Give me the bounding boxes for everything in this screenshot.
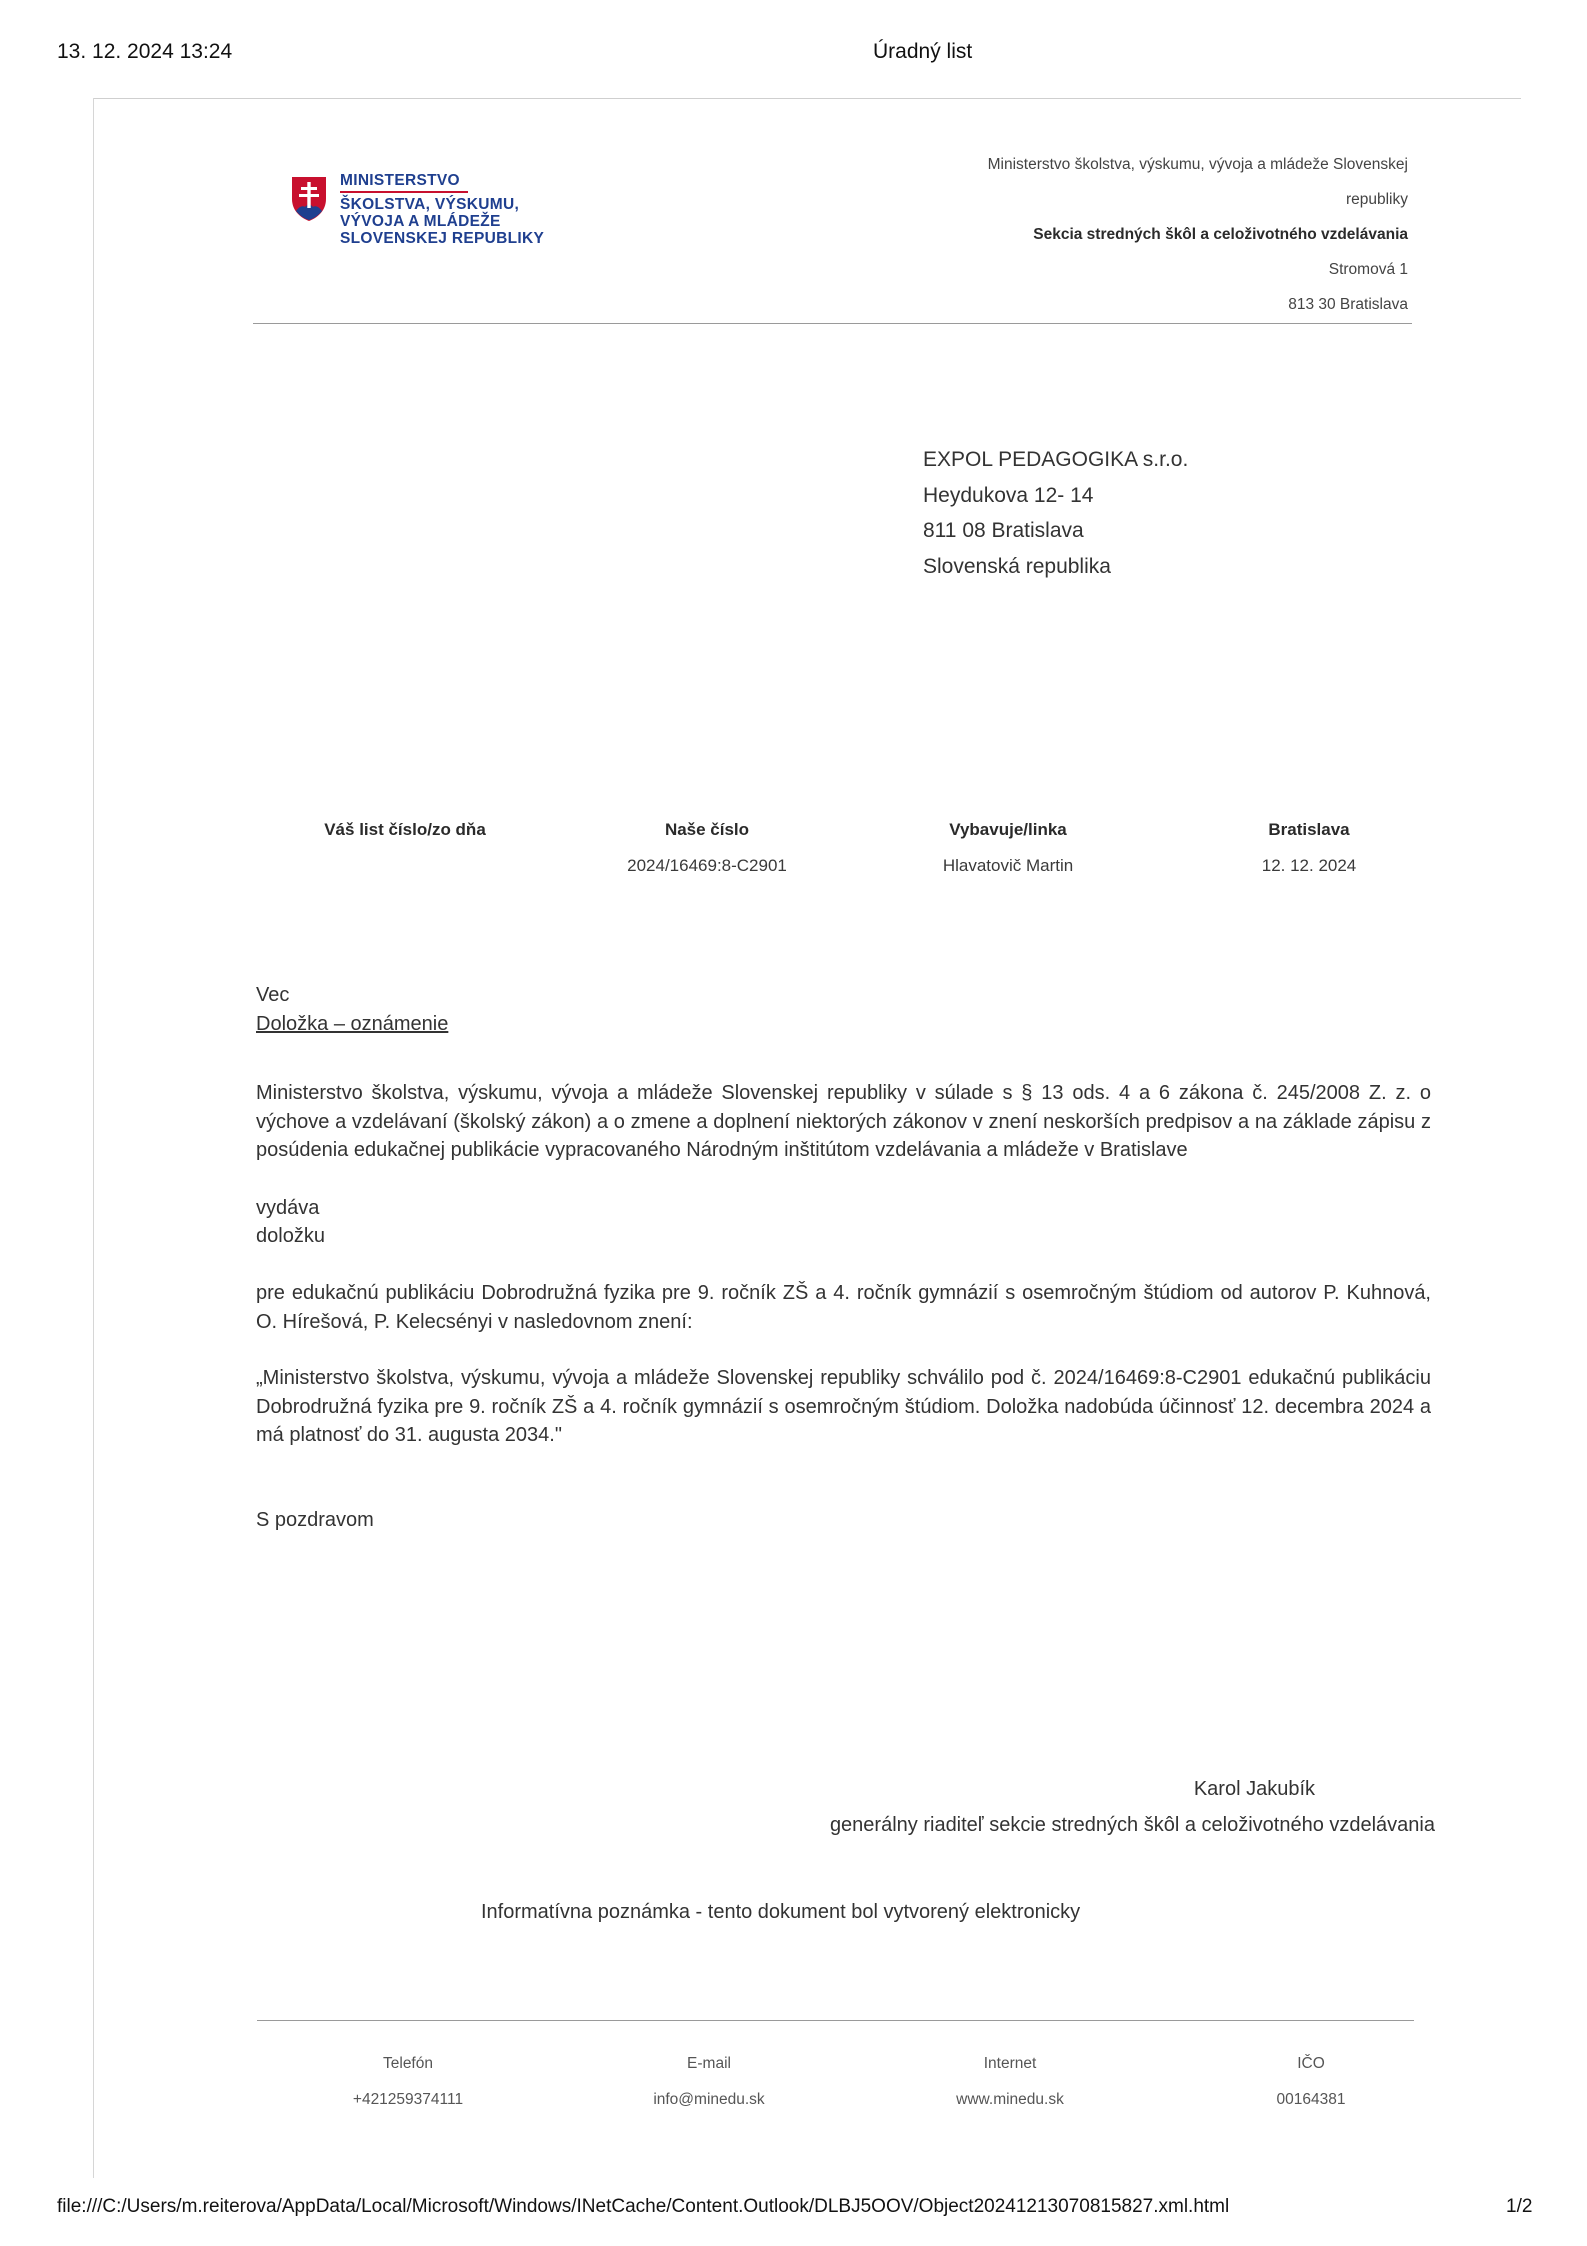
- footer-ico: [1211, 2046, 1411, 2118]
- ref-handled-by: [908, 812, 1108, 884]
- print-page-number: 1/2: [1506, 2196, 1533, 2217]
- sender-line-2: republiky: [1345, 191, 1408, 208]
- footer-phone: [308, 2046, 508, 2118]
- footer-divider: [257, 2020, 1414, 2021]
- ref-handled-by-value: Hlavatovič Martin: [942, 856, 1074, 875]
- footer-internet: [910, 2046, 1110, 2118]
- logo-line-1: MINISTERSTVO: [340, 172, 468, 193]
- coat-of-arms-icon: [290, 175, 328, 223]
- sender-city: 813 30 Bratislava: [1288, 296, 1408, 313]
- footer-phone-label: Telefón: [383, 2055, 433, 2072]
- signatory-name: Karol Jakubík: [1193, 1778, 1315, 1800]
- paragraph-publication: pre edukačnú publikáciu Dobrodružná fyzika pre 9. ročník ZŠ a 4. ročník gymnázií s osemročným štúdiom od autorov P. Kuhnová, O. Hírešová, P. Kelecsényi v nasledovnom znení:: [256, 1282, 1431, 1333]
- paragraph-intro: Ministerstvo školstva, výskumu, vývoja a mládeže Slovenskej republiky v súlade s § 13 ods. 4 a 6 zákona č. 245/2008 Z. z. o výchove a vzdelávaní (školský zákon) a o zmene a doplnení niektorých zákonov v znení neskorších predpisov a na základe zápisu z posúdenia edukačnej publikácie vypracovaného Národným inštitútom vzdelávania a mládeže v Bratislave: [256, 1082, 1431, 1161]
- print-file-url: file:///C:/Users/m.reiterova/AppData/Local/Microsoft/Windows/INetCache/Content.Outlook/DLBJ5OOV/Object20241213070815827.xml.html: [57, 2196, 1230, 2217]
- logo-wordmark: [340, 172, 544, 247]
- print-timestamp: 13. 12. 2024 13:24: [57, 40, 233, 63]
- scan-frame-top: [93, 98, 1521, 99]
- ref-your-letter: [305, 812, 505, 848]
- sender-line-1: Ministerstvo školstva, výskumu, vývoja a mládeže Slovenskej: [987, 156, 1408, 173]
- sender-street: Stromová 1: [1328, 261, 1408, 278]
- footer-internet-label: Internet: [983, 2055, 1037, 2072]
- signatory-title: generálny riaditeľ sekcie stredných škôl a celoživotného vzdelávania: [829, 1814, 1435, 1836]
- logo-line-3: VÝVOJA A MLÁDEŽE: [340, 213, 501, 230]
- ref-handled-by-label: Vybavuje/linka: [949, 820, 1067, 839]
- clause-word: doložku: [256, 1225, 325, 1247]
- recipient-name: EXPOL PEDAGOGIKA s.r.o.: [923, 448, 1189, 471]
- scan-frame-left: [93, 98, 94, 2178]
- header-divider: [253, 323, 1412, 324]
- footer-phone-value: +421259374111: [352, 2091, 464, 2108]
- ref-date-value: 12. 12. 2024: [1261, 856, 1357, 875]
- footer-ico-value: 00164381: [1276, 2091, 1346, 2108]
- recipient-country: Slovenská republika: [923, 554, 1111, 578]
- ref-place-date: [1209, 812, 1409, 884]
- recipient-city: 811 08 Bratislava: [923, 519, 1084, 542]
- subject-label: Vec: [256, 984, 290, 1006]
- issues-word: vydáva: [256, 1197, 320, 1219]
- ref-our-number: [607, 812, 807, 884]
- footer-email-value: info@minedu.sk: [653, 2091, 765, 2108]
- print-page-title: Úradný list: [873, 40, 973, 63]
- ministry-logo: [290, 170, 560, 260]
- electronic-note: Informatívna poznámka - tento dokument bol vytvorený elektronicky: [481, 1901, 1081, 1923]
- ref-our-number-label: Naše číslo: [664, 820, 750, 839]
- ref-our-number-value: 2024/16469:8-C2901: [627, 856, 787, 875]
- recipient-street: Heydukova 12- 14: [923, 483, 1094, 507]
- ref-place-label: Bratislava: [1268, 820, 1350, 839]
- logo-line-4: SLOVENSKEJ REPUBLIKY: [340, 230, 545, 247]
- sender-block: [988, 147, 1408, 322]
- ref-your-letter-label: Váš list číslo/zo dňa: [324, 820, 486, 839]
- sender-section: Sekcia stredných škôl a celoživotného vzdelávania: [1033, 226, 1408, 243]
- paragraph-clause-text: „Ministerstvo školstva, výskumu, vývoja a mládeže Slovenskej republiky schválilo pod č. 2024/16469:8-C2901 edukačnú publikáciu Dobrodružná fyzika pre 9. ročník ZŠ a 4. ročník gymnázií s osemročným štúdiom. Doložka nadobúda účinnosť 12. decembra 2024 a má platnosť do 31. augusta 2034.": [256, 1367, 1431, 1446]
- logo-line-2: ŠKOLSTVA, VÝSKUMU,: [340, 196, 520, 213]
- footer-email-label: E-mail: [687, 2055, 731, 2072]
- recipient-address: [923, 442, 1188, 584]
- subject-text: Doložka – oznámenie: [256, 1013, 449, 1035]
- signature-block: [830, 1771, 1435, 1843]
- footer-internet-value: www.minedu.sk: [956, 2091, 1064, 2108]
- greeting: S pozdravom: [256, 1509, 374, 1531]
- footer-ico-label: IČO: [1297, 2055, 1325, 2072]
- footer-email: [609, 2046, 809, 2118]
